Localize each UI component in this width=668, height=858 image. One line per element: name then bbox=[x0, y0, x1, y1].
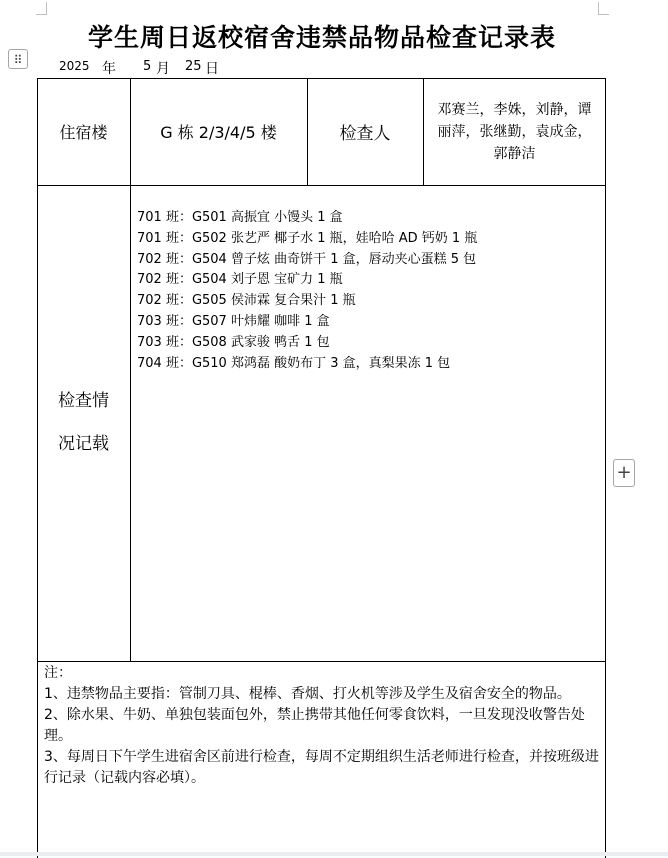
note-item: 2、除水果、牛奶、单独包装面包外，禁止携带其他任何零食饮料，一旦发现没收警告处理。 bbox=[44, 707, 585, 744]
dorm-value: G 栋 2/3/4/5 楼 bbox=[160, 123, 277, 142]
dorm-label: 住宿楼 bbox=[59, 123, 108, 142]
record-entry: 701 班：G501 高振宜 小馒头 1 盒 bbox=[137, 210, 343, 225]
dorm-value-cell[interactable] bbox=[130, 78, 307, 185]
page-corner-mark-right bbox=[598, 2, 609, 15]
record-label-line1: 检查情 bbox=[58, 391, 109, 411]
records-list[interactable] bbox=[137, 208, 477, 374]
record-entry: 702 班：G504 刘子恩 宝矿力 1 瓶 bbox=[137, 272, 343, 288]
page-bottom-edge bbox=[0, 852, 668, 856]
notes-cell[interactable] bbox=[44, 663, 600, 789]
dorm-label-cell[interactable] bbox=[37, 78, 130, 185]
notes-heading: 注： bbox=[44, 665, 72, 681]
record-entry: 703 班：G507 叶炜耀 咖啡 1 盒 bbox=[137, 313, 330, 329]
add-column-plus-icon[interactable]: + bbox=[613, 459, 635, 487]
date-month: 5 bbox=[143, 59, 152, 74]
record-entry: 703 班：G508 武家骏 鸭舌 1 包 bbox=[137, 334, 330, 350]
row-divider-2 bbox=[37, 661, 606, 662]
record-label-cell[interactable] bbox=[37, 185, 130, 661]
inspector-value: 邓赛兰，李姝，刘静，谭丽萍，张继勤，袁成金，郭静洁 bbox=[437, 101, 592, 162]
table-border-right bbox=[605, 78, 606, 858]
date-month-label: 月 bbox=[156, 61, 170, 77]
date-year: 2025 bbox=[59, 59, 90, 73]
date-day-label: 日 bbox=[205, 61, 219, 77]
record-entry: 704 班：G510 郑鸿磊 酸奶布丁 3 盒，真梨果冻 1 包 bbox=[137, 355, 451, 371]
record-entry: 701 班：G502 张艺严 椰子水 1 瓶，娃哈哈 AD 钙奶 1 瓶 bbox=[137, 230, 478, 246]
page-title: 学生周日返校宿舍违禁品物品检查记录表 bbox=[87, 23, 556, 52]
page-corner-mark-left bbox=[36, 2, 47, 15]
note-item: 3、每周日下午学生进宿舍区前进行检查，每周不定期组织生活老师进行检查，并按班级进行记录（记载内容必填）。 bbox=[44, 749, 599, 786]
date-day: 25 bbox=[185, 59, 202, 74]
note-item: 1、违禁物品主要指：管制刀具、棍棒、香烟、打火机等涉及学生及宿舍安全的物品。 bbox=[44, 686, 571, 702]
record-entry: 702 班：G504 曾子炫 曲奇饼干 1 盒，唇动夹心蛋糕 5 包 bbox=[137, 251, 477, 267]
inspector-label-cell[interactable] bbox=[307, 78, 423, 185]
table-move-handle-icon[interactable]: ⠿ bbox=[8, 49, 28, 69]
record-entry: 702 班：G505 侯沛霖 复合果汁 1 瓶 bbox=[137, 293, 356, 309]
record-label-line2: 况记载 bbox=[58, 434, 109, 454]
date-year-label: 年 bbox=[102, 61, 116, 77]
inspector-label: 检查人 bbox=[339, 124, 391, 144]
inspector-value-cell[interactable] bbox=[423, 78, 606, 185]
inspection-table bbox=[37, 78, 606, 858]
